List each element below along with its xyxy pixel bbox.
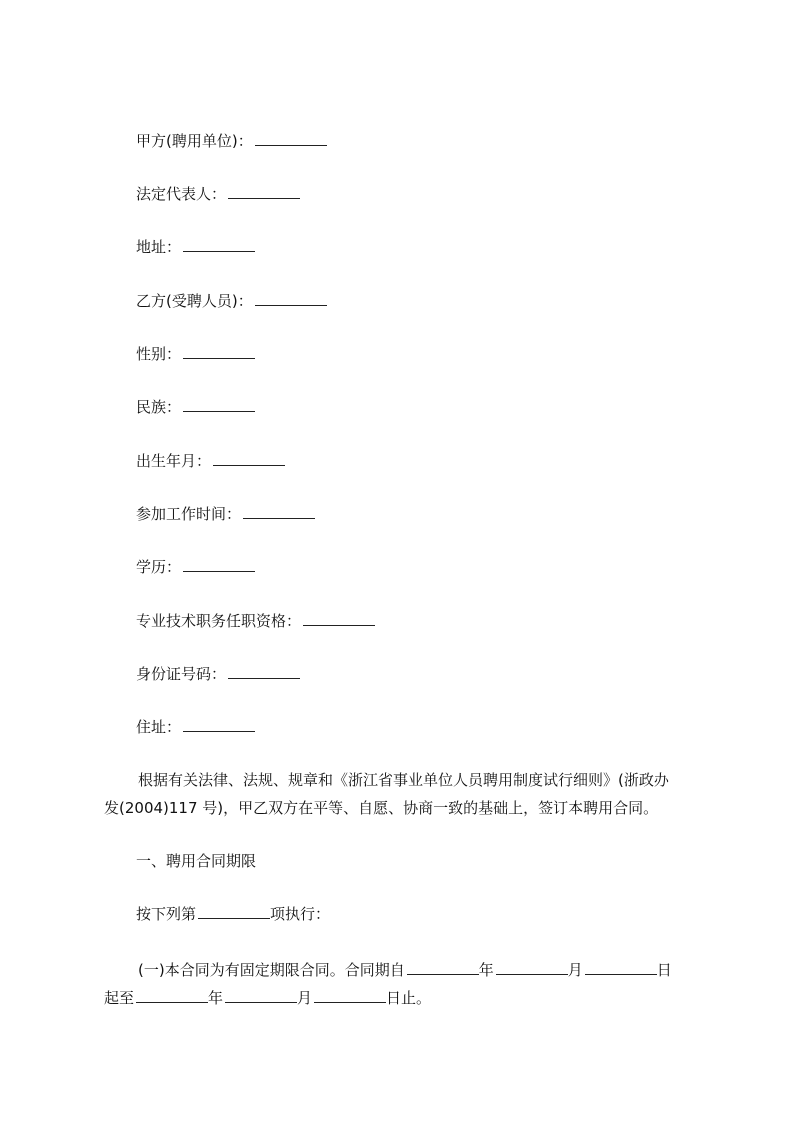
clause-line2-prefix: 起至 [104,989,135,1007]
section-heading: 一、聘用合同期限 [136,852,257,870]
field-work-start [136,504,315,524]
blank-line[interactable] [228,664,300,679]
blank-line[interactable] [183,344,255,359]
field-label: 民族： [136,398,182,416]
field-ethnicity [136,397,255,417]
year-label: 年 [208,989,224,1007]
field-party-b [136,291,327,311]
field-label: 性别： [136,345,182,363]
blank-line[interactable] [255,131,327,146]
field-residence [136,717,255,737]
field-label: 专业技术职务任职资格： [136,612,302,630]
field-label: 乙方(受聘人员)： [136,292,253,310]
field-id-number [136,664,300,684]
clause-1-line-2 [104,984,694,1012]
field-legal-representative [136,184,300,204]
field-address [136,237,255,257]
blank-line[interactable] [183,717,255,732]
field-label: 出生年月： [136,452,212,470]
intro-paragraph [104,766,694,822]
end-label: 日止。 [386,989,432,1007]
blank-line[interactable] [213,451,285,466]
field-label: 法定代表人： [136,185,227,203]
field-birth-date [136,451,285,471]
blank-line[interactable] [225,988,297,1003]
field-label: 地址： [136,238,182,256]
field-label: 参加工作时间： [136,505,242,523]
field-label: 身份证号码： [136,665,227,683]
blank-line[interactable] [303,611,375,626]
field-label: 学历： [136,558,182,576]
blank-line[interactable] [243,504,315,519]
blank-line[interactable] [183,557,255,572]
intro-line-2: 发(2004)117 号)，甲乙双方在平等、自愿、协商一致的基础上，签订本聘用合同。 [104,799,659,817]
blank-line[interactable] [585,960,657,975]
field-education [136,557,255,577]
instruction-suffix: 项执行： [270,905,331,923]
blank-line[interactable] [136,988,208,1003]
clause-1 [104,956,694,1012]
clause-1-line-1 [104,956,694,984]
field-gender [136,344,255,364]
blank-line[interactable] [228,184,300,199]
blank-line[interactable] [183,237,255,252]
month-label: 月 [567,961,583,979]
blank-line[interactable] [255,291,327,306]
field-label: 甲方(聘用单位)： [136,132,253,150]
field-party-a [136,131,327,151]
blank-line[interactable] [183,397,255,412]
blank-line[interactable] [314,988,386,1003]
year-label: 年 [478,961,494,979]
instruction-line [136,904,330,924]
blank-line[interactable] [198,904,270,919]
clause-prefix: (一)本合同为有固定期限合同。合同期自 [138,961,405,979]
field-label: 住址： [136,718,182,736]
intro-line-1: 根据有关法律、法规、规章和《浙江省事业单位人员聘用制度试行细则》(浙政办 [138,771,669,789]
instruction-prefix: 按下列第 [136,905,197,923]
day-label: 日 [656,961,672,979]
blank-line[interactable] [496,960,568,975]
field-qualification [136,611,375,631]
blank-line[interactable] [407,960,479,975]
month-label: 月 [297,989,313,1007]
